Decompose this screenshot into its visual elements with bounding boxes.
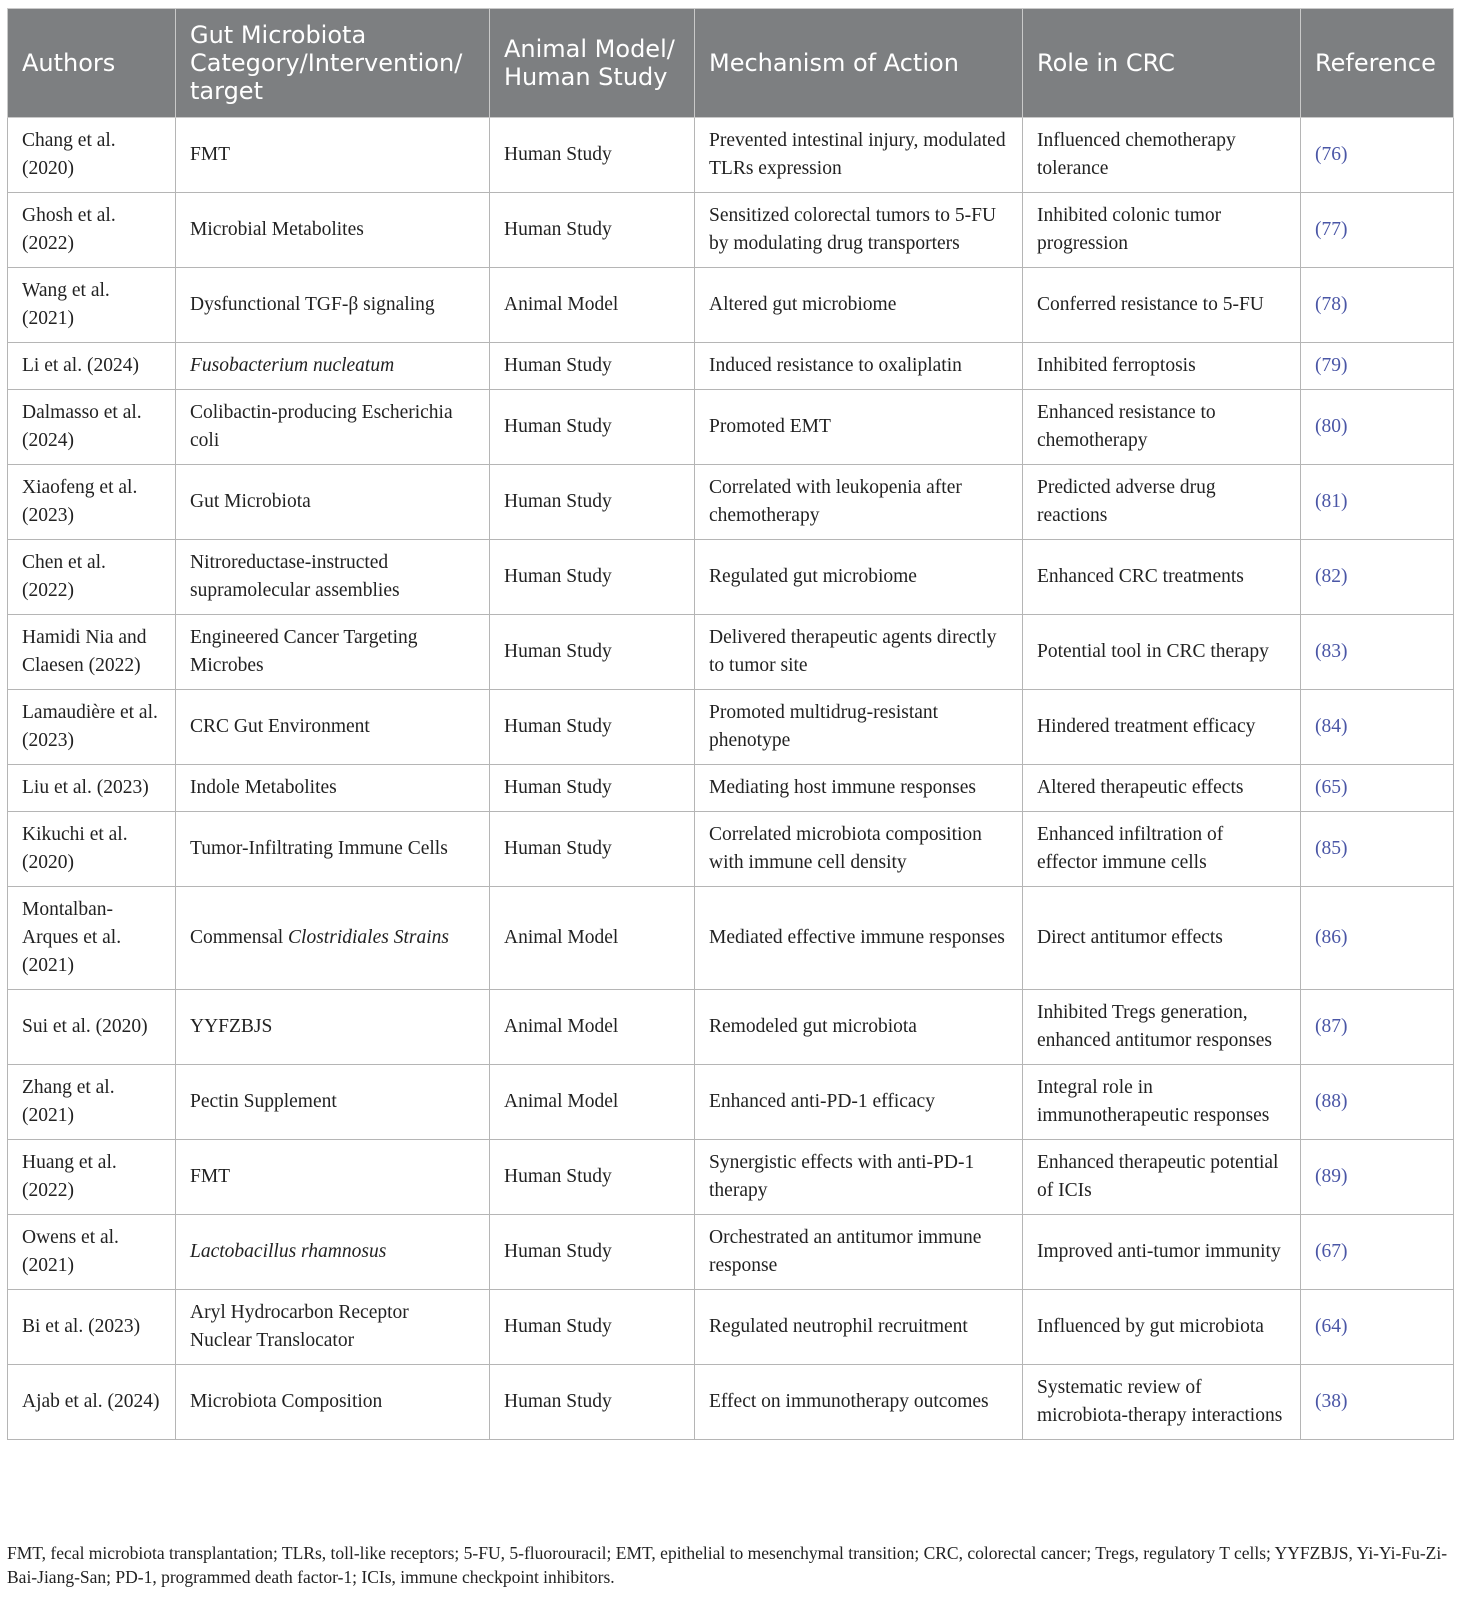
reference-cell[interactable]: (65) (1301, 765, 1454, 812)
category-cell: Microbial Metabolites (176, 193, 490, 268)
table-header (8, 9, 1454, 118)
table-row (8, 390, 1454, 465)
authors-cell: Lamaudière et al. (2023) (8, 690, 176, 765)
reference-cell[interactable]: (76) (1301, 118, 1454, 193)
authors-cell: Bi et al. (2023) (8, 1290, 176, 1365)
table-row (8, 887, 1454, 990)
authors-cell: Ajab et al. (2024) (8, 1365, 176, 1440)
role-cell: Hindered treatment efficacy (1023, 690, 1301, 765)
mechanism-cell: Induced resistance to oxaliplatin (695, 343, 1023, 390)
reference-cell[interactable]: (85) (1301, 812, 1454, 887)
reference-cell[interactable]: (67) (1301, 1215, 1454, 1290)
category-cell: YYFZBJS (176, 990, 490, 1065)
table-body (8, 118, 1454, 1440)
mechanism-cell: Correlated microbiota composition with immune cell density (695, 812, 1023, 887)
role-cell: Influenced by gut microbiota (1023, 1290, 1301, 1365)
role-cell: Potential tool in CRC therapy (1023, 615, 1301, 690)
model-cell: Human Study (490, 465, 695, 540)
role-cell: Inhibited ferroptosis (1023, 343, 1301, 390)
authors-cell: Kikuchi et al. (2020) (8, 812, 176, 887)
authors-cell: Li et al. (2024) (8, 343, 176, 390)
reference-cell[interactable]: (79) (1301, 343, 1454, 390)
role-cell: Direct antitumor effects (1023, 887, 1301, 990)
role-cell: Integral role in immunotherapeutic responses (1023, 1065, 1301, 1140)
authors-cell: Xiaofeng et al. (2023) (8, 465, 176, 540)
table-row (8, 465, 1454, 540)
authors-cell: Hamidi Nia and Claesen (2022) (8, 615, 176, 690)
category-cell: CRC Gut Environment (176, 690, 490, 765)
role-cell: Predicted adverse drug reactions (1023, 465, 1301, 540)
role-cell: Inhibited colonic tumor progression (1023, 193, 1301, 268)
table-row (8, 118, 1454, 193)
table-row (8, 1140, 1454, 1215)
authors-cell: Liu et al. (2023) (8, 765, 176, 812)
header-row (8, 9, 1454, 118)
header-reference: Reference (1301, 9, 1454, 118)
table-row (8, 1290, 1454, 1365)
model-cell: Human Study (490, 1365, 695, 1440)
role-cell: Enhanced CRC treatments (1023, 540, 1301, 615)
mechanism-cell: Promoted multidrug-resistant phenotype (695, 690, 1023, 765)
role-cell: Influenced chemotherapy tolerance (1023, 118, 1301, 193)
table-row (8, 1065, 1454, 1140)
table-row (8, 765, 1454, 812)
category-cell: Colibactin-producing Escherichia coli (176, 390, 490, 465)
model-cell: Human Study (490, 615, 695, 690)
authors-cell: Owens et al. (2021) (8, 1215, 176, 1290)
model-cell: Animal Model (490, 268, 695, 343)
table-row (8, 690, 1454, 765)
model-cell: Human Study (490, 193, 695, 268)
category-prefix: Commensal (190, 927, 289, 948)
authors-cell: Montalban-Arques et al. (2021) (8, 887, 176, 990)
role-cell: Altered therapeutic effects (1023, 765, 1301, 812)
table-row (8, 615, 1454, 690)
mechanism-cell: Orchestrated an antitumor immune response (695, 1215, 1023, 1290)
category-cell (176, 887, 490, 990)
role-cell: Inhibited Tregs generation, enhanced antitumor responses (1023, 990, 1301, 1065)
authors-cell: Dalmasso et al. (2024) (8, 390, 176, 465)
reference-cell[interactable]: (84) (1301, 690, 1454, 765)
category-italic-part: Clostridiales Strains (288, 927, 449, 948)
table-row (8, 1215, 1454, 1290)
role-cell: Enhanced resistance to chemotherapy (1023, 390, 1301, 465)
category-cell: Nitroreductase-instructed supramolecular assemblies (176, 540, 490, 615)
mechanism-cell: Mediated effective immune responses (695, 887, 1023, 990)
authors-cell: Ghosh et al. (2022) (8, 193, 176, 268)
category-cell: Gut Microbiota (176, 465, 490, 540)
category-cell: Indole Metabolites (176, 765, 490, 812)
table-row (8, 990, 1454, 1065)
category-cell: Fusobacterium nucleatum (176, 343, 490, 390)
authors-cell: Sui et al. (2020) (8, 990, 176, 1065)
role-cell: Systematic review of microbiota-therapy interactions (1023, 1365, 1301, 1440)
header-authors: Authors (8, 9, 176, 118)
reference-cell[interactable]: (64) (1301, 1290, 1454, 1365)
mechanism-cell: Correlated with leukopenia after chemotherapy (695, 465, 1023, 540)
mechanism-cell: Altered gut microbiome (695, 268, 1023, 343)
category-cell: Microbiota Composition (176, 1365, 490, 1440)
category-cell: Engineered Cancer Targeting Microbes (176, 615, 490, 690)
reference-cell[interactable]: (88) (1301, 1065, 1454, 1140)
category-cell: Lactobacillus rhamnosus (176, 1215, 490, 1290)
authors-cell: Zhang et al. (2021) (8, 1065, 176, 1140)
reference-cell[interactable]: (78) (1301, 268, 1454, 343)
header-role: Role in CRC (1023, 9, 1301, 118)
reference-cell[interactable]: (87) (1301, 990, 1454, 1065)
table-row (8, 268, 1454, 343)
model-cell: Animal Model (490, 990, 695, 1065)
mechanism-cell: Remodeled gut microbiota (695, 990, 1023, 1065)
role-cell: Improved anti-tumor immunity (1023, 1215, 1301, 1290)
model-cell: Human Study (490, 118, 695, 193)
mechanism-cell: Enhanced anti-PD-1 efficacy (695, 1065, 1023, 1140)
model-cell: Animal Model (490, 887, 695, 990)
model-cell: Human Study (490, 812, 695, 887)
mechanism-cell: Effect on immunotherapy outcomes (695, 1365, 1023, 1440)
category-cell: Dysfunctional TGF-β signaling (176, 268, 490, 343)
category-cell: FMT (176, 1140, 490, 1215)
model-cell: Human Study (490, 1140, 695, 1215)
table-row (8, 1365, 1454, 1440)
header-mechanism: Mechanism of Action (695, 9, 1023, 118)
model-cell: Human Study (490, 540, 695, 615)
authors-cell: Chen et al. (2022) (8, 540, 176, 615)
model-cell: Human Study (490, 343, 695, 390)
role-cell: Conferred resistance to 5-FU (1023, 268, 1301, 343)
reference-cell[interactable]: (81) (1301, 465, 1454, 540)
reference-cell[interactable]: (83) (1301, 615, 1454, 690)
table-row (8, 193, 1454, 268)
category-cell: Tumor-Infiltrating Immune Cells (176, 812, 490, 887)
mechanism-cell: Synergistic effects with anti-PD-1 therapy (695, 1140, 1023, 1215)
mechanism-cell: Mediating host immune responses (695, 765, 1023, 812)
mechanism-cell: Regulated gut microbiome (695, 540, 1023, 615)
role-cell: Enhanced therapeutic potential of ICIs (1023, 1140, 1301, 1215)
mechanism-cell: Sensitized colorectal tumors to 5-FU by modulating drug transporters (695, 193, 1023, 268)
category-cell: Aryl Hydrocarbon Receptor Nuclear Translocator (176, 1290, 490, 1365)
authors-cell: Huang et al. (2022) (8, 1140, 176, 1215)
category-cell: FMT (176, 118, 490, 193)
reference-cell[interactable]: (80) (1301, 390, 1454, 465)
reference-cell[interactable]: (77) (1301, 193, 1454, 268)
authors-cell: Wang et al. (2021) (8, 268, 176, 343)
reference-cell[interactable]: (38) (1301, 1365, 1454, 1440)
model-cell: Human Study (490, 1215, 695, 1290)
mechanism-cell: Prevented intestinal injury, modulated TLRs expression (695, 118, 1023, 193)
table-footnote: FMT, fecal microbiota transplantation; TLRs, toll-like receptors; 5-FU, 5-fluorouracil; EMT, epithelial to mesenchymal transition; CRC, colorectal cancer; Tregs, regulatory T cells; YYFZBJS, Yi-Yi-Fu-Zi-Bai-Jiang-San; PD-1, programmed death factor-1; ICIs, immune checkpoint inhibitors. (7, 1543, 1448, 1587)
reference-cell[interactable]: (86) (1301, 887, 1454, 990)
model-cell: Human Study (490, 765, 695, 812)
role-cell: Enhanced infiltration of effector immune cells (1023, 812, 1301, 887)
header-model: Animal Model/ Human Study (490, 9, 695, 118)
table-row (8, 812, 1454, 887)
crc-microbiota-table (7, 8, 1454, 1440)
mechanism-cell: Delivered therapeutic agents directly to tumor site (695, 615, 1023, 690)
table-row (8, 540, 1454, 615)
mechanism-cell: Promoted EMT (695, 390, 1023, 465)
model-cell: Human Study (490, 1290, 695, 1365)
mechanism-cell: Regulated neutrophil recruitment (695, 1290, 1023, 1365)
model-cell: Animal Model (490, 1065, 695, 1140)
model-cell: Human Study (490, 690, 695, 765)
header-category: Gut Microbiota Category/Intervention/ target (176, 9, 490, 118)
table-container (7, 8, 1453, 1440)
category-cell: Pectin Supplement (176, 1065, 490, 1140)
reference-cell[interactable]: (89) (1301, 1140, 1454, 1215)
authors-cell: Chang et al. (2020) (8, 118, 176, 193)
model-cell: Human Study (490, 390, 695, 465)
table-row (8, 343, 1454, 390)
reference-cell[interactable]: (82) (1301, 540, 1454, 615)
